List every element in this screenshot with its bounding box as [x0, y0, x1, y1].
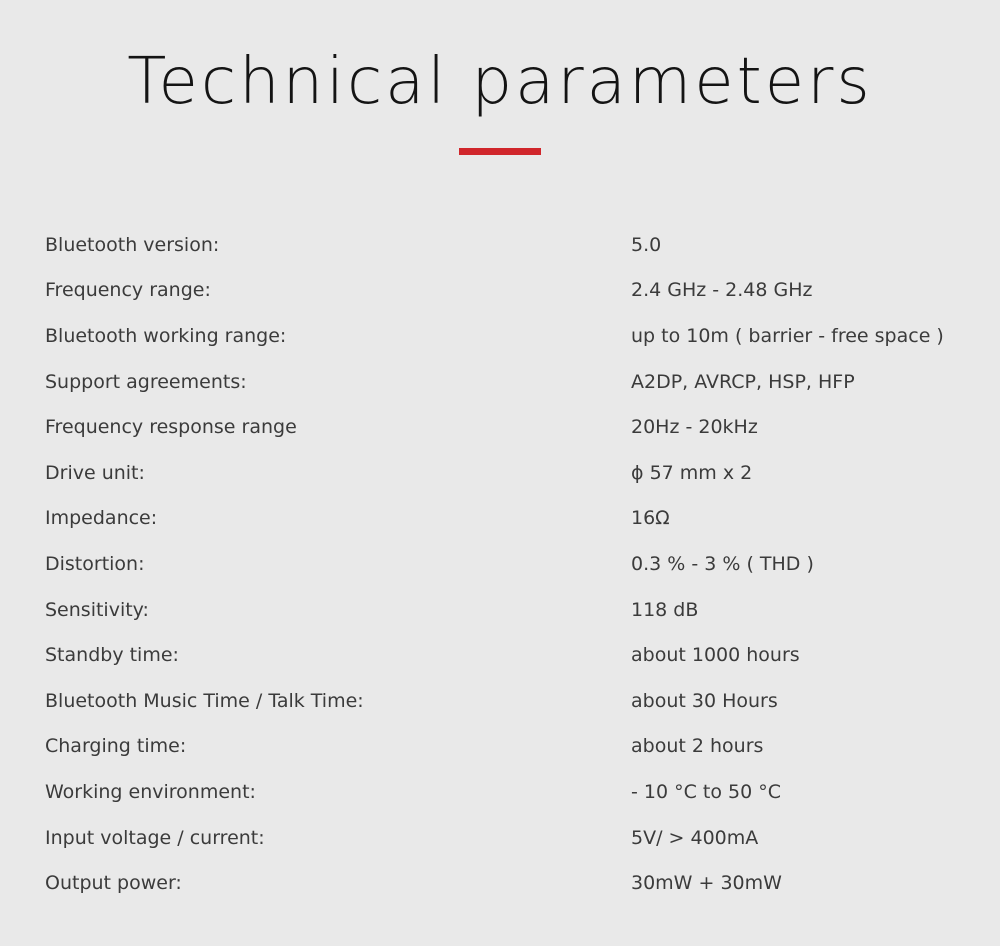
spec-value: up to 10m ( barrier - free space )	[631, 324, 944, 347]
spec-label: Bluetooth Music Time / Talk Time:	[45, 689, 364, 712]
spec-label: Frequency range:	[45, 279, 211, 302]
spec-row-support-agreements	[45, 359, 965, 405]
spec-label: Working environment:	[45, 780, 256, 803]
spec-row-standby-time	[45, 632, 965, 678]
spec-value: A2DP, AVRCP, HSP, HFP	[631, 370, 855, 393]
spec-row-output-power	[45, 860, 965, 906]
spec-value: - 10 °C to 50 °C	[631, 780, 782, 803]
page-title: Technical parameters	[127, 45, 873, 119]
spec-row-working-environment	[45, 769, 965, 815]
spec-row-working-range	[45, 313, 965, 359]
spec-label: Sensitivity:	[45, 598, 149, 621]
spec-label: Bluetooth working range:	[45, 324, 287, 347]
spec-value: 118 dB	[631, 598, 699, 621]
spec-row-frequency-range	[45, 268, 965, 314]
spec-value: 2.4 GHz - 2.48 GHz	[631, 279, 813, 302]
spec-value: about 2 hours	[631, 735, 764, 758]
spec-label: Bluetooth version:	[45, 233, 220, 256]
spec-row-bluetooth-version	[45, 222, 965, 268]
spec-value: about 1000 hours	[631, 644, 800, 667]
spec-label: Standby time:	[45, 644, 179, 667]
spec-row-impedance	[45, 496, 965, 542]
spec-row-input-voltage	[45, 815, 965, 861]
spec-value: 5V/ > 400mA	[631, 826, 759, 849]
spec-value: 30mW + 30mW	[631, 872, 782, 895]
spec-value: 20Hz - 20kHz	[631, 416, 758, 439]
title-accent-divider	[459, 148, 541, 155]
spec-label: Frequency response range	[45, 416, 297, 439]
spec-label: Support agreements:	[45, 370, 247, 393]
spec-row-frequency-response	[45, 404, 965, 450]
spec-row-charging-time	[45, 724, 965, 770]
spec-value: about 30 Hours	[631, 689, 778, 712]
spec-row-distortion	[45, 541, 965, 587]
spec-row-drive-unit	[45, 450, 965, 496]
spec-label: Input voltage / current:	[45, 826, 265, 849]
spec-label: Impedance:	[45, 507, 158, 530]
spec-row-sensitivity	[45, 587, 965, 633]
spec-value: 16Ω	[631, 507, 670, 530]
spec-value: 0.3 % - 3 % ( THD )	[631, 552, 814, 575]
spec-value: ϕ 57 mm x 2	[631, 461, 753, 484]
spec-row-music-talk-time	[45, 678, 965, 724]
spec-label: Output power:	[45, 872, 182, 895]
spec-table	[45, 222, 965, 906]
spec-label: Drive unit:	[45, 461, 145, 484]
spec-label: Distortion:	[45, 552, 145, 575]
spec-label: Charging time:	[45, 735, 187, 758]
spec-value: 5.0	[631, 233, 662, 256]
